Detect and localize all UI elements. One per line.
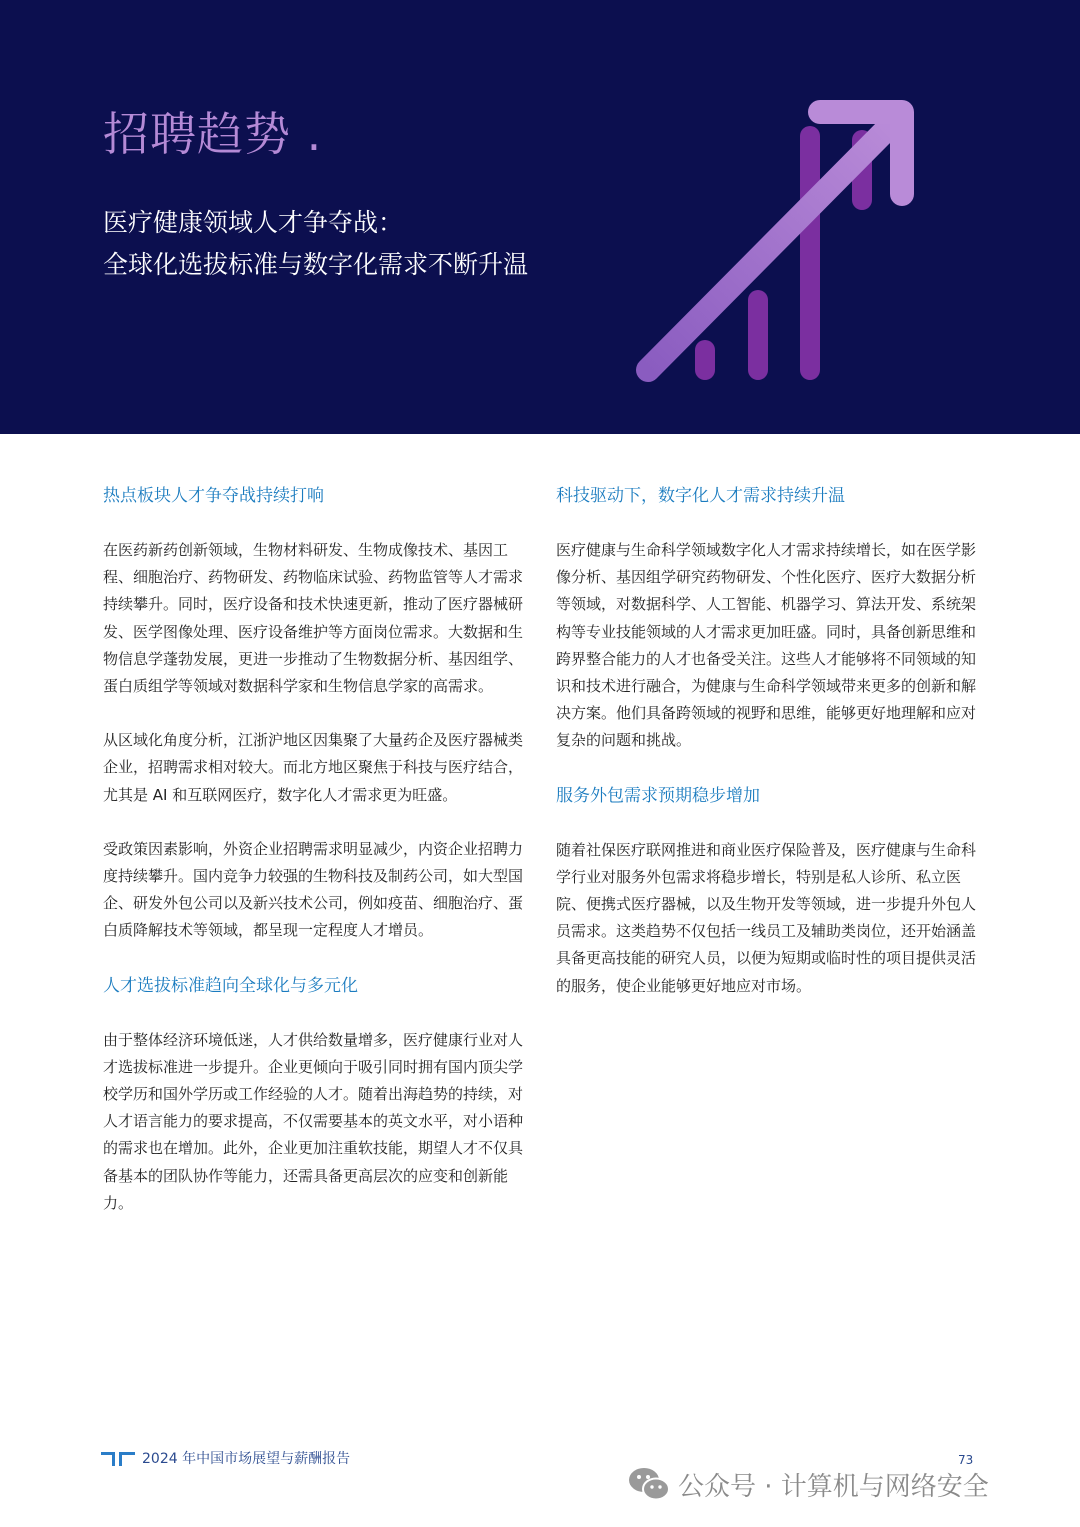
section-heading-outsourcing: 服务外包需求预期稳步增加: [556, 785, 760, 806]
wechat-icon: [628, 1466, 670, 1502]
hero-subtitle-line1: 医疗健康领域人才争夺战：: [103, 208, 404, 237]
growth-bar-3: [800, 126, 820, 380]
footer-report-title: 2024 年中国市场展望与薪酬报告: [142, 1451, 351, 1467]
paragraph: 随着社保医疗联网推进和商业医疗保险普及，医疗健康与生命科学行业对服务外包需求将稳步增长，特别是私人诊所、私立医院、便携式医疗器械，以及生物开发等领域，进一步提升外包人员需求。这类趋势不仅包括一线员工及辅助类岗位，还开始涵盖具备更高技能的研究人员，以便为短期或临时性的项目提供灵活的服务，使企业能够更好地应对市场。: [556, 840, 977, 995]
right-column: [556, 482, 976, 1027]
paragraph: 从区域化角度分析，江浙沪地区因集聚了大量药企及医疗器械类企业，招聘需求相对较大。而北方地区聚焦于科技与医疗结合，尤其是 AI 和互联网医疗，数字化人才需求更为旺盛。: [103, 731, 524, 804]
section-heading-hotspot: 热点板块人才争夺战持续打响: [103, 486, 324, 506]
watermark: [628, 1464, 989, 1504]
paragraph: 在医药新药创新领域，生物材料研发、生物成像技术、基因工程、细胞治疗、药物研发、药物临床试验、药物监管等人才需求持续攀升。同时，医疗设备和技术快速更新，推动了医疗器械研发、医学图像处理、医疗设备维护等方面岗位需求。大数据和生物信息学蓬勃发展，更进一步推动了生物数据分析、基因组学、蛋白质组学等领域对数据科学家和生物信息学家的高需求。: [103, 541, 524, 696]
left-column: [103, 482, 533, 1244]
hero-subtitle-line2: 全球化选拔标准与数字化需求不断升温: [103, 250, 529, 279]
hero-subtitle: [103, 202, 528, 286]
arrow-shaft: [648, 124, 892, 370]
growth-bar-1: [695, 340, 715, 380]
watermark-text: 公众号 · 计算机与网络安全: [678, 1471, 989, 1502]
section-heading-digital: 科技驱动下，数字化人才需求持续升温: [556, 486, 845, 506]
paragraph: 医疗健康与生命科学领域数字化人才需求持续增长，如在医学影像分析、基因组学研究药物研发、个性化医疗、医疗大数据分析等领域，对数据科学、人工智能、机器学习、算法开发、系统架构等专业技能领域的人才需求更加旺盛。同时，具备创新思维和跨界整合能力的人才也备受关注。这些人才能够将不同领域的知识和技术进行融合，为健康与生命科学领域带来更多的创新和解决方案。他们具备跨领域的视野和思维，能够更好地理解和应对复杂的问题和挑战。: [556, 541, 977, 750]
growth-bar-2: [748, 290, 768, 380]
growth-chart-icon: [620, 90, 920, 390]
section-title: 招聘趋势 .: [103, 107, 323, 161]
hero-banner: [0, 0, 1080, 434]
paragraph: 受政策因素影响，外资企业招聘需求明显减少，内资企业招聘力度持续攀升。国内竞争力较强的生物科技及制药公司，如大型国企、研发外包公司以及新兴技术公司，例如疫苗、细胞治疗、蛋白质降解技术等领域，都呈现一定程度人才增员。: [103, 839, 524, 940]
paragraph: 由于整体经济环境低迷，人才供给数量增多，医疗健康行业对人才选拔标准进一步提升。企业更倾向于吸引同时拥有国内顶尖学校学历和国外学历或工作经验的人才。随着出海趋势的持续，对人才语言能力的要求提高，不仅需要基本的英文水平，对小语种的需求也在增加。此外，企业更加注重软技能，期望人才不仅具备基本的团队协作等能力，还需具备更高层次的应变和创新能力。: [103, 1030, 524, 1212]
company-logo-icon: [101, 1449, 135, 1467]
page-number: 73: [958, 1453, 974, 1467]
section-heading-selection: 人才选拔标准趋向全球化与多元化: [103, 975, 358, 996]
